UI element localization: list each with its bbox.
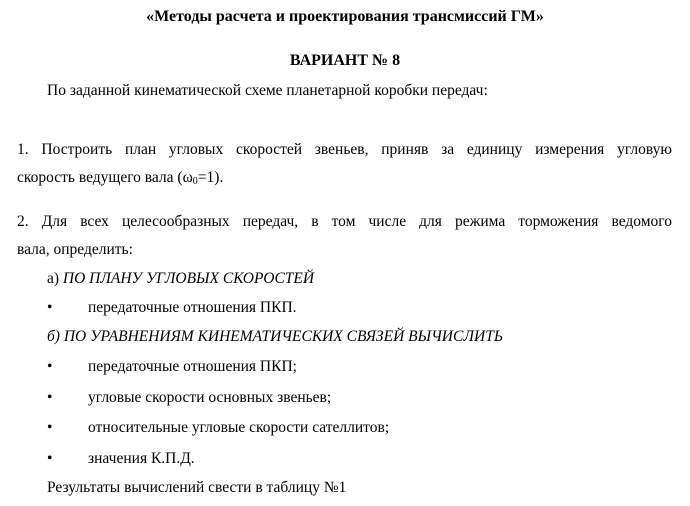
section-a-heading [47, 269, 314, 289]
list-item-text: относительные угловые скорости сателлитов; [88, 419, 390, 436]
section-a-prefix: а) [47, 270, 63, 287]
task1-line2-text: скорость ведущего вала (ω [17, 169, 193, 186]
list-item-text: угловые скорости основных звеньев; [88, 389, 332, 406]
omega-subscript: 0 [192, 176, 198, 187]
document-heading: «Методы расчета и проектирования трансмиссий ГМ» [146, 8, 544, 25]
bullet-icon: • [47, 419, 53, 436]
intro-paragraph: По заданной кинематической схеме планетарной коробки передач: [47, 82, 488, 99]
section-b-heading: б) ПО УРАВНЕНИЯМ КИНЕМАТИЧЕСКИХ СВЯЗЕЙ ВЫЧИСЛИТЬ [47, 328, 503, 345]
bullet-icon: • [47, 299, 53, 316]
section-a-title: ПО ПЛАНУ УГЛОВЫХ СКОРОСТЕЙ [62, 270, 315, 287]
footer-note: Результаты вычислений свести в таблицу №1 [47, 479, 347, 496]
list-item-text: передаточные отношения ПКП; [88, 358, 297, 375]
bullet-icon: • [47, 450, 53, 467]
task1-line2-end: =1). [197, 169, 224, 186]
task1-line1: 1. Построить план угловых скоростей звеньев, приняв за единицу измерения угловую [17, 141, 672, 158]
task1-line2 [17, 168, 223, 192]
task2-line1: 2. Для всех целесообразных передач, в том числе для режима торможения ведомого [17, 213, 672, 230]
bullet-icon: • [47, 389, 53, 406]
bullet-icon: • [47, 358, 53, 375]
variant-title: ВАРИАНТ № 8 [289, 52, 401, 69]
list-item-text: значения К.П.Д. [88, 450, 195, 467]
task2-line2: вала, определить: [17, 241, 133, 258]
list-item-text: передаточные отношения ПКП. [88, 299, 297, 316]
